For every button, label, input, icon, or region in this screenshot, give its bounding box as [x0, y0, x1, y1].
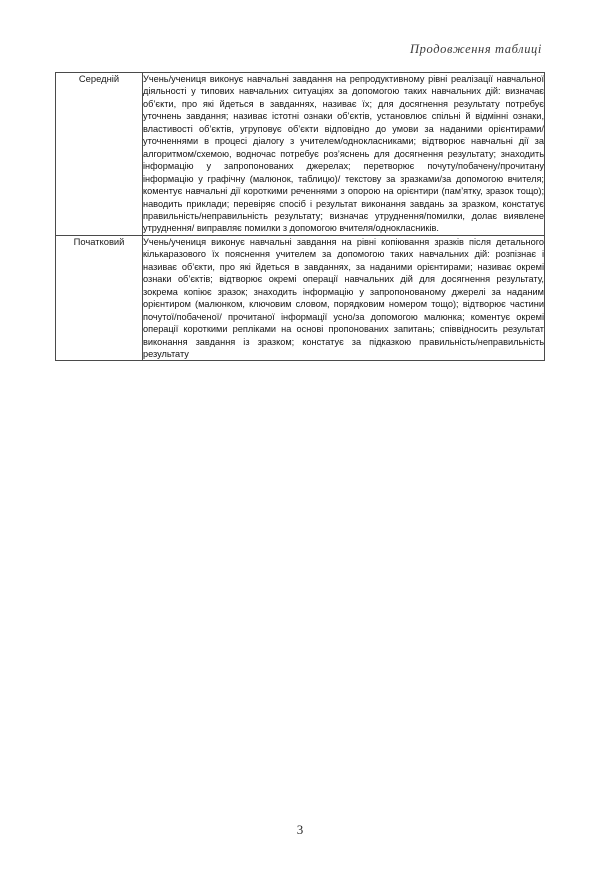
description-cell-pochatkovyi	[143, 235, 545, 361]
level-label-pochatkovyi: Початковий	[56, 235, 143, 361]
description-text: Учень/учениця виконує навчальні завдання на репродуктивному рівні реалізації навчальної діяльності у типових навчальних ситуаціях за допомогою таких навчальних дій: визначає об’єкти, про які йдеться в завданнях, називає їх; для досягнення результату потребує уточнень завдання; називає істотні ознаки об’єктів, установлює спільні й відмінні ознаки, властивості об’єктів, угруповує об’єкти відповідно до умови за наданими орієнтирами/уточненнями в процесі діалогу з учителем/однокласниками; відтворює навчальні дії за алгоритмом/схемою, водночас потребує роз’яснень для досягнення результату; знаходить інформацію у запропонованих джерелах; перетворює почуту/побачену/прочитану інформацію у графічну (малюнок, таблицю)/ текстову за зразками/за допомогою вчителя; коментує навчальні дії короткими реченнями з опорою на орієнтири (пам’ятку, зразок тощо); наводить приклади; перевіряє спосіб і результат виконання завдань за зразком, констатує правильність/неправильність результату; визначає утруднення/помилки, долає виявлене утруднення/ виправляє помилки з допомогою вчителя/однокласників.	[143, 74, 544, 234]
page-number: 3	[296, 822, 304, 837]
description-text: Учень/учениця виконує навчальні завдання на рівні копіювання зразків після детального кількаразового їх пояснення учителем за допомогою таких навчальних дій: розпізнає і називає об’єкти, про які йдеться в завданнях, за наданими орієнтирами; називає окремі ознаки об’єктів; відтворює окремі операції навчальних дій для досягнення результату, зокрема копіює зразок; знаходить інформацію у запропонованому джерелі за наданим орієнтиром (малюнком, ключовим словом, порядковим номером тощо); відтворює частини почутої/побаченої/ прочитаної інформації усно/за допомогою малюнка; коментує окремі операції короткими репліками на основі пропонованих запитань; співвідносить результат виконання завдання із зразком; констатує за підказкою правильність/неправильність результату	[143, 236, 544, 359]
running-head: Продовження таблиці	[410, 42, 542, 56]
table-row	[56, 235, 545, 361]
description-cell-serednii	[143, 73, 545, 236]
level-label-serednii: Середній	[56, 73, 143, 236]
table-row	[56, 73, 545, 236]
criteria-table	[55, 72, 545, 361]
criteria-table-wrapper	[55, 72, 545, 361]
